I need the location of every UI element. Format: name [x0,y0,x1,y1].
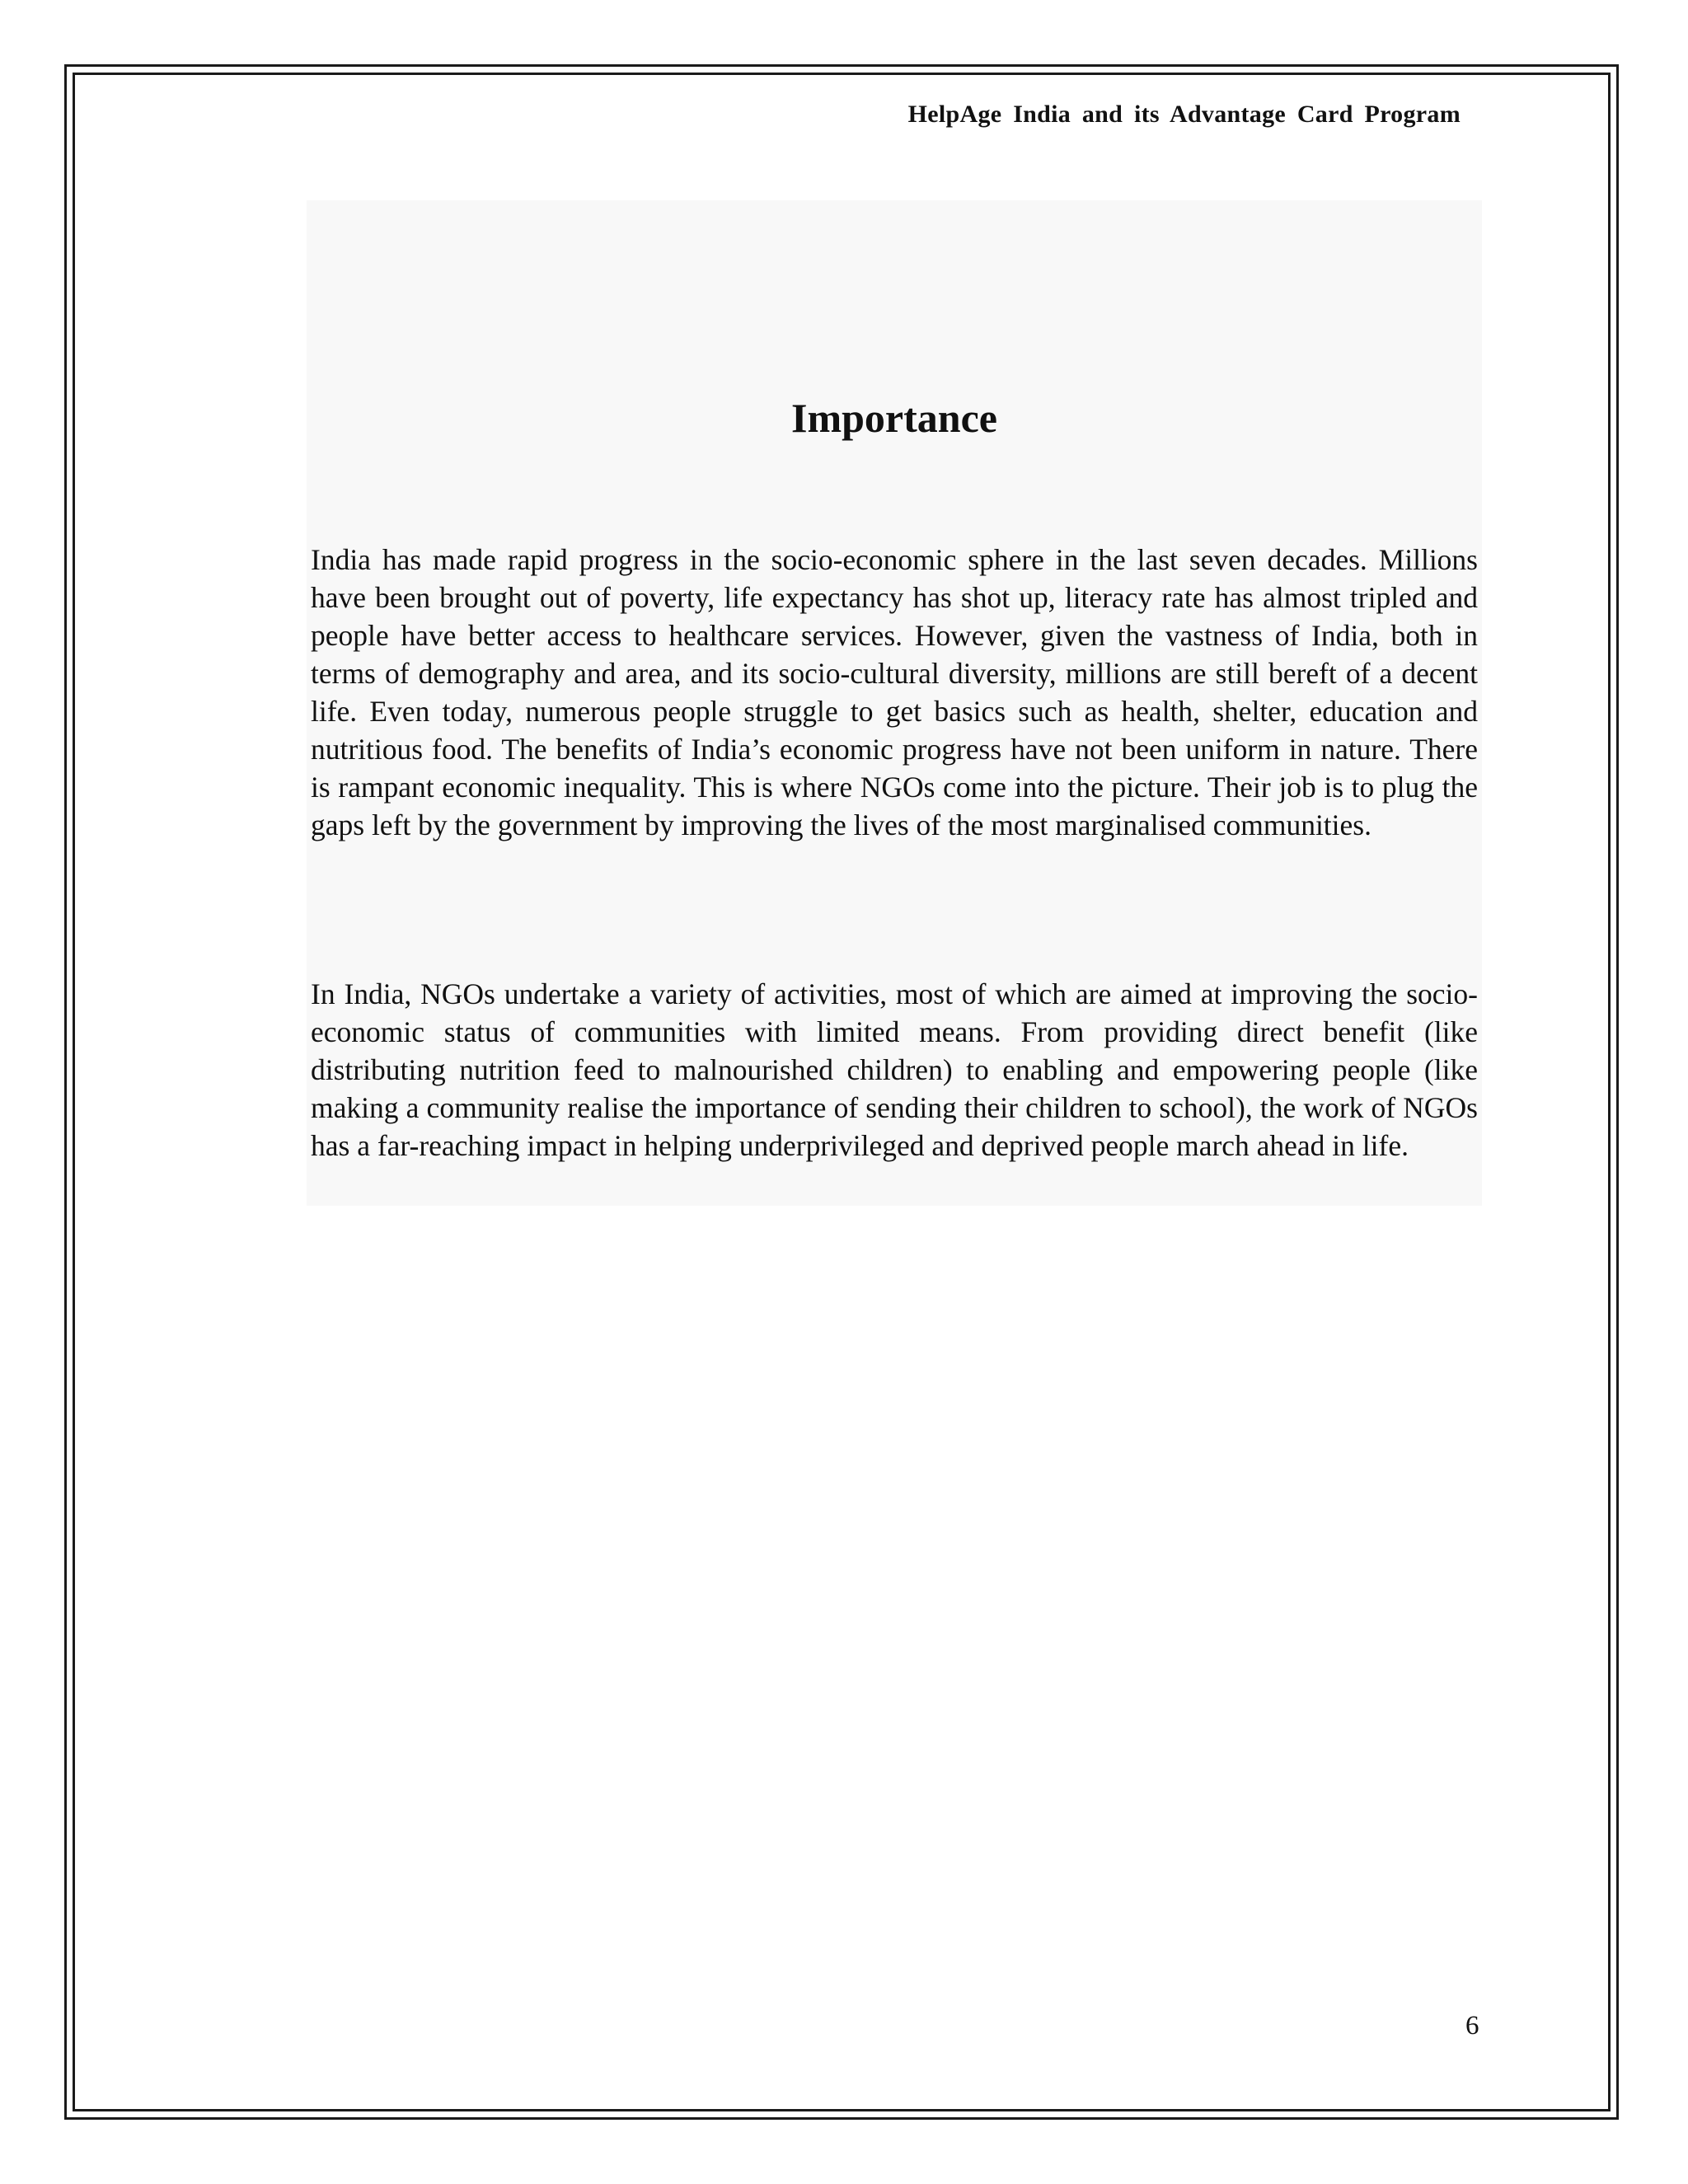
section-title: Importance [791,395,997,441]
body-paragraph-2: In India, NGOs undertake a variety of activities, most of which are aimed at improving the socio-economic status of communities with limited means. From providing direct benefit (like distributing nutrition feed to malnourished children) to enabling and empowering people (like making a community realise the importance of sending their children to school), the work of NGOs has a far-reaching impact in helping underprivileged and deprived people march ahead in life. [311,977,1478,1162]
body-paragraph-1: India has made rapid progress in the socio-economic sphere in the last seven decades. Millions have been brought out of poverty, life expectancy has shot up, literacy rate has almost tripled and people have better access to healthcare services. However, given the vastness of India, both in terms of demography and area, and its socio-cultural diversity, millions are still bereft of a decent life. Even today, numerous people struggle to get basics such as health, shelter, education and nutritious food. The benefits of India’s economic progress have not been uniform in nature. There is rampant economic inequality. This is where NGOs come into the picture. Their job is to plug the gaps left by the government by improving the lives of the most marginalised communities. [311,543,1478,841]
running-header: HelpAge India and its Advantage Card Program [907,101,1461,128]
page-number: 6 [1465,2011,1479,2041]
